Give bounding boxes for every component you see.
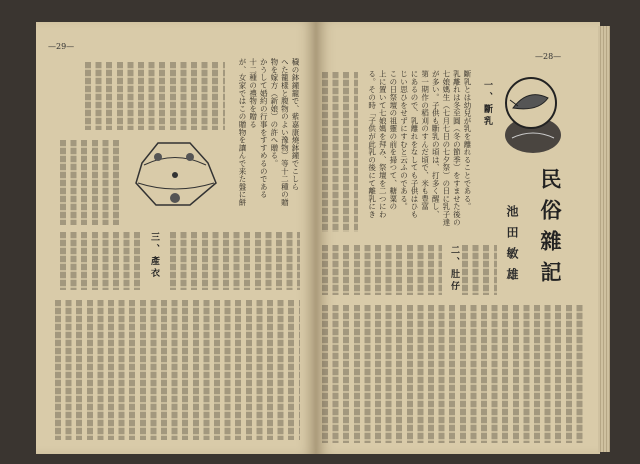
right-text-line: 上に置いて七娘媽を拜み、祭壇を二つにわ [378,70,388,219]
section-heading-3: 三、產衣 [149,232,159,280]
ritual-tray-illustration [128,135,223,220]
left-text-line: 穢の鉢鐘籠で、紫嘉康燒鉢鐘でこしら [291,58,300,191]
page-edges [598,26,610,452]
fish-emblem-illustration [498,70,568,160]
left-page-number: —29— [48,42,75,51]
article-title: 民俗雜記 [538,168,563,292]
left-text-line: 十二種の禮物を贈る [248,58,258,129]
left-text-line: かうして婚約の行事をすすめるのである [259,58,269,199]
right-text-line: 七娘媽生（七月七日の七夕祭）の日に乳子達 [441,70,451,226]
right-text-block-top-extra [322,72,358,232]
left-text-line: 物を嫁方（新娘）の許へ贈る。 [269,58,279,168]
left-text-line: が、女家ではこの贈物を讓んで来た盤に餅 [238,58,248,207]
left-text-block-mid3 [60,232,140,290]
right-text-block-mid-b [322,245,442,295]
left-text-block-mid2 [170,232,300,290]
left-text-block-bottom [55,300,300,440]
left-text-block-top [85,62,225,130]
right-text-line: 第一期作の稻刈のすんだ頃で、米も豊富 [420,70,430,211]
left-text-lines [232,58,300,226]
right-text-line: る。その時「子供が此乳の後にて離乳にき [367,70,377,219]
right-page-number: —28— [535,52,562,61]
section-heading-2: 二、肚仔 [449,245,459,293]
author-name: 池田敏雄 [505,205,519,289]
left-text-line: へた籠樣と腹物のよい豫物）等十二種の贈 [280,58,290,207]
right-text-line: が多い。子供も斷乳の頃は、打多く醒し、 [431,70,441,219]
right-text-lines [362,70,472,238]
section-heading-1: 一、斷乳 [482,80,492,128]
left-text-block-side [60,140,122,225]
right-text-line: この日祭壇の祖靈の前を掃つて、糖粟の [388,70,398,211]
right-text-line: じい思ひをせずにすむと云ふのである。 [399,70,409,211]
right-text-block-bottom [322,305,587,443]
right-text-block-mid-a [462,245,497,295]
right-text-line: 斷乳とは幼兒が乳を離れることである。 [463,70,472,211]
right-text-line: にあるので、乳離れをなしても子供はひも [410,70,420,219]
right-text-line: 乳離れは冬至圓（冬の節季）をすませた後の [452,70,462,226]
